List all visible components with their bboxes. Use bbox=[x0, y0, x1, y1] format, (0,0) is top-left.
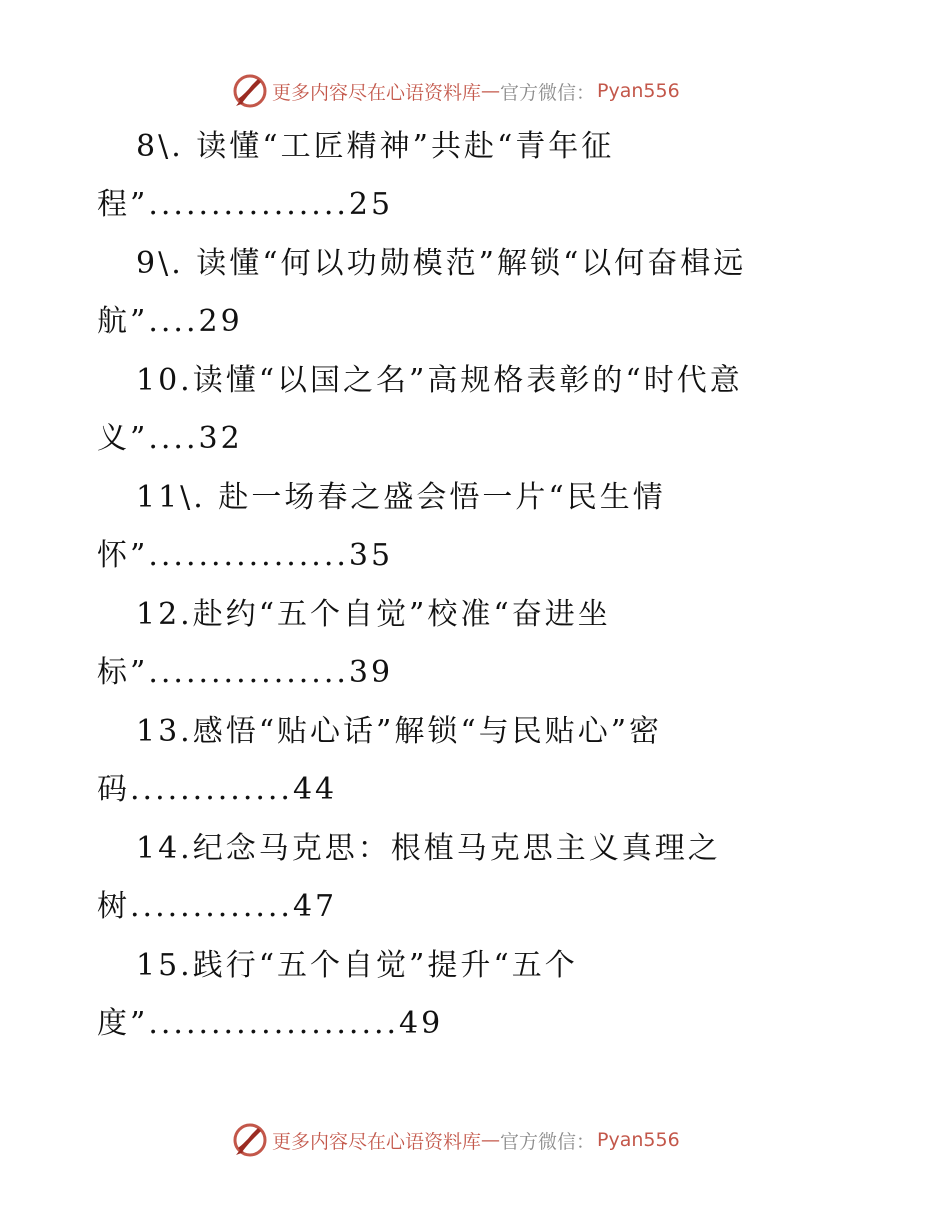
toc-entry-page: 怀”................35 bbox=[97, 538, 394, 573]
toc-entry-title: 9\. 读懂“何以功勋模范”解锁“以何奋楫远 bbox=[136, 246, 747, 281]
toc-entry-title: 11\. 赴一场春之盛会悟一片“民生情 bbox=[136, 480, 666, 515]
banner-main-text: 更多内容尽在心语资料库 bbox=[272, 1130, 482, 1153]
banner-separator: — bbox=[481, 1129, 501, 1151]
header-watermark-banner bbox=[232, 72, 712, 110]
toc-entry-title: 13.感悟“贴心话”解锁“与民贴心”密 bbox=[136, 714, 663, 749]
toc-entry-title: 8\. 读懂“工匠精神”共赴“青年征 bbox=[136, 129, 615, 164]
footer-watermark-banner bbox=[232, 1121, 712, 1159]
banner-wechat-label: 官方微信： bbox=[500, 81, 596, 104]
toc-entry-title: 14.纪念马克思：根植马克思主义真理之 bbox=[136, 831, 721, 866]
banner-separator: — bbox=[481, 80, 501, 102]
banner-wechat-id: Pyan556 bbox=[597, 1129, 680, 1151]
toc-entry-title: 10.读懂“以国之名”高规格表彰的“时代意 bbox=[136, 363, 743, 398]
toc-entry-page: 码.............44 bbox=[97, 772, 338, 807]
toc-entry-page: 义”....32 bbox=[97, 421, 243, 456]
toc-entry-page: 航”....29 bbox=[97, 304, 243, 339]
pen-logo-icon bbox=[232, 1122, 268, 1158]
toc-entry-title: 12.赴约“五个自觉”校准“奋进坐 bbox=[136, 597, 611, 632]
toc-entry-title: 15.践行“五个自觉”提升“五个 bbox=[136, 948, 578, 983]
toc-entry-page: 度”....................49 bbox=[97, 1006, 444, 1041]
toc-entry-page: 程”................25 bbox=[97, 187, 394, 222]
pen-logo-icon bbox=[232, 73, 268, 109]
banner-main-text: 更多内容尽在心语资料库 bbox=[272, 81, 482, 104]
banner-wechat-label: 官方微信： bbox=[500, 1130, 596, 1153]
banner-wechat-id: Pyan556 bbox=[597, 80, 680, 102]
toc-entry-page: 树.............47 bbox=[97, 889, 338, 924]
toc-entry-page: 标”................39 bbox=[97, 655, 394, 690]
